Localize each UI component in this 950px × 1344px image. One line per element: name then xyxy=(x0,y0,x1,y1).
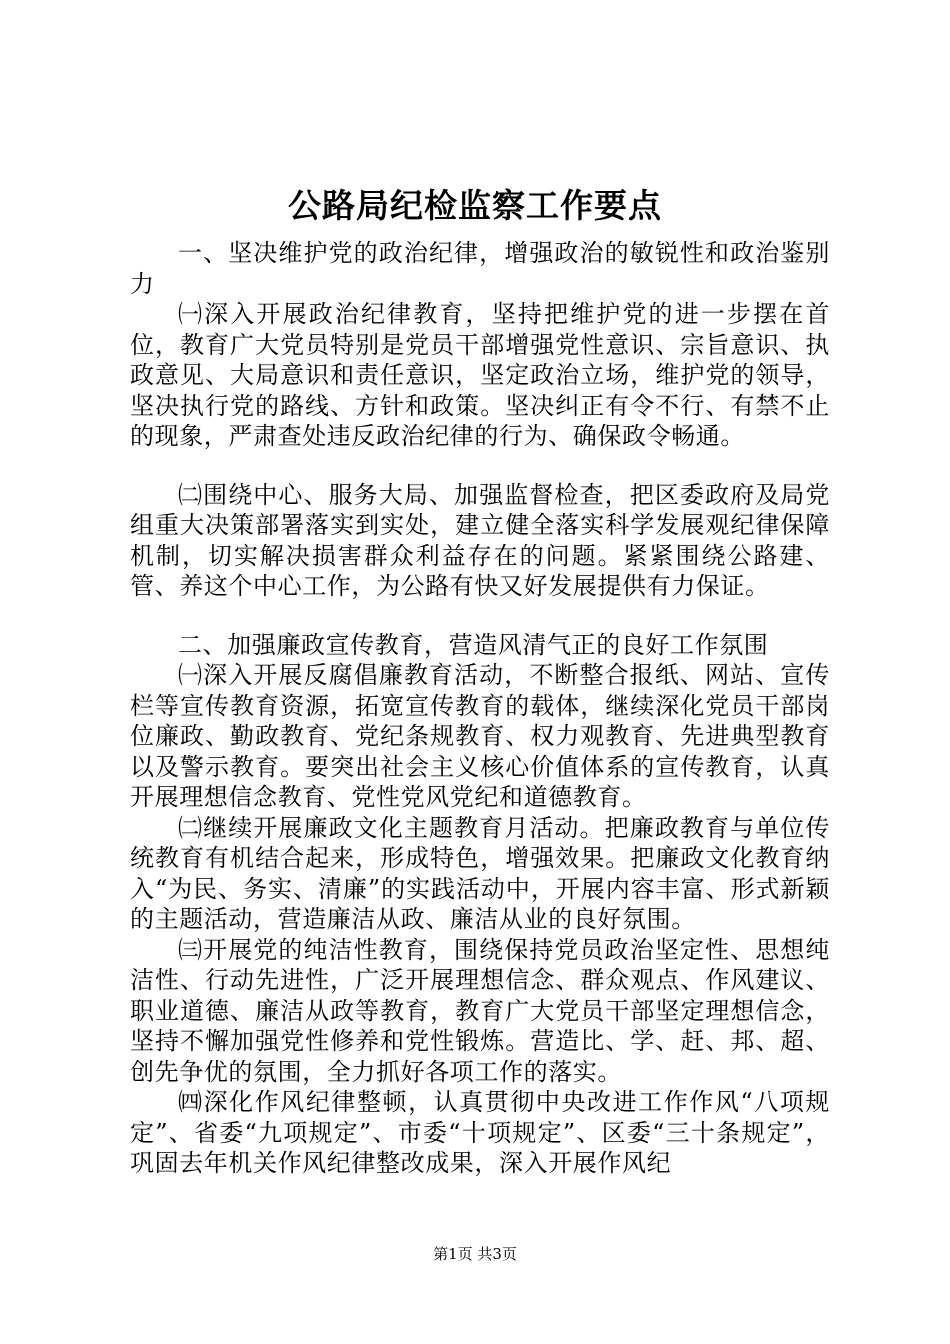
section-heading-1: 一、坚决维护党的政治纪律，增强政治的敏锐性和政治鉴别力 xyxy=(130,239,830,298)
document-body xyxy=(130,238,830,1179)
paragraph-2-3: ㈢开展党的纯洁性教育，围绕保持党员政治坚定性、思想纯洁性、行动先进性，广泛开展理想信念、群众观点、作风建议、职业道德、廉洁从政等教育，教育广大党员干部坚定理想信念，坚持不懈加强党性修养和党性锻炼。营造比、学、赶、邦、超、创先争优的氛围，全力抓好各项工作的落实。 xyxy=(130,935,830,1086)
paragraph-2-1: ㈠深入开展反腐倡廉教育活动，不断整合报纸、网站、宣传栏等宣传教育资源，拓宽宣传教育的载体，继续深化党员干部岗位廉政、勤政教育、党纪条规教育、权力观教育、先进典型教育以及警示教育。要突出社会主义核心价值体系的宣传教育，认真开展理想信念教育、党性党风党纪和道德教育。 xyxy=(130,661,830,811)
paragraph-2-2: ㈡继续开展廉政文化主题教育月活动。把廉政教育与单位传统教育有机结合起来，形成特色，增强效果。把廉政文化教育纳入“为民、务实、清廉”的实践活动中，开展内容丰富、形式新颖的主题活动，营造廉洁从政、廉洁从业的良好氛围。 xyxy=(130,813,830,933)
page-number-footer: 第1页 共3页 xyxy=(433,1245,517,1263)
paragraph-2-4: ㈣深化作风纪律整顿，认真贯彻中央改进工作作风“八项规定”、省委“九项规定”、市委“十项规定”、区委“三十条规定”，巩固去年机关作风纪律整改成果，深入开展作风纪 xyxy=(130,1088,830,1177)
paragraph-1-1: ㈠深入开展政治纪律教育，坚持把维护党的进一步摆在首位，教育广大党员特别是党员干部增强党性意识、宗旨意识、执政意见、大局意识和责任意识，坚定政治立场，维护党的领导，坚决执行党的路线、方针和政策。坚决纠正有令不行、有禁不止的现象，严肃查处违反政治纪律的行为、确保政令畅通。 xyxy=(130,300,830,450)
document-title: 公路局纪检监察工作要点 xyxy=(288,186,662,225)
paragraph-1-2: ㈡围绕中心、服务大局、加强监督检查，把区委政府及局党组重大决策部署落实到实处，建立健全落实科学发展观纪律保障机制，切实解决损害群众利益存在的问题。紧紧围绕公路建、管、养这个中心工作，为公路有快又好发展提供有力保证。 xyxy=(130,480,830,600)
section-heading-2: 二、加强廉政宣传教育，营造风清气正的良好工作氛围 xyxy=(178,630,769,659)
